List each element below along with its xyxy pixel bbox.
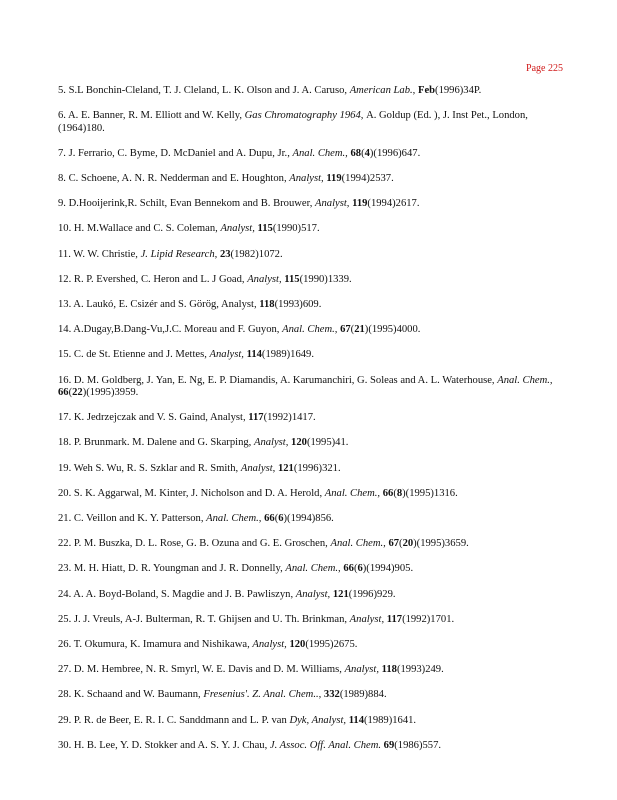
- reference-item-r12: [58, 274, 563, 286]
- reference-text: 22. P. M. Buszka, D. L. Rose, G. B. Ozuna and G. E. Groschen,: [58, 538, 331, 550]
- reference-text: 7. J. Ferrario, C. Byme, D. McDaniel and A. Dupu, Jr.,: [58, 147, 293, 159]
- volume-number: 20: [402, 538, 414, 550]
- reference-text: 6. A. E. Banner, R. M. Elliott and W. Kelly,: [58, 110, 245, 122]
- reference-text: (1992)1701.: [402, 613, 455, 625]
- reference-item-r6: [58, 110, 563, 135]
- reference-text: (1994)2617.: [367, 198, 420, 210]
- reference-item-r25: [58, 614, 563, 626]
- reference-text: )(1995)3659.: [413, 538, 469, 550]
- reference-item-r18: [58, 437, 563, 449]
- reference-text: (: [399, 538, 403, 550]
- page-number: Page 225: [526, 63, 563, 74]
- journal-title: Analyst,: [295, 588, 333, 600]
- reference-item-r22: [58, 538, 563, 550]
- volume-number: 121: [277, 462, 294, 474]
- reference-text: 26. T. Okumura, K. Imamura and Nishikawa,: [58, 639, 253, 651]
- reference-item-r28: [58, 689, 563, 701]
- reference-spacer: [58, 500, 563, 513]
- reference-text: (: [350, 324, 355, 336]
- volume-number: 66: [264, 513, 275, 525]
- reference-text: (: [361, 147, 365, 159]
- reference-spacer: [58, 727, 563, 740]
- journal-title: Analyst,: [349, 613, 387, 625]
- journal-title: American Lab.,: [349, 85, 418, 96]
- journal-title: Anal. Chem.,: [330, 538, 389, 550]
- reference-item-r13: [58, 299, 563, 311]
- volume-number: 120: [289, 639, 306, 651]
- reference-text: (1996)321.: [293, 462, 341, 474]
- reference-text: 21. C. Veillon and K. Y. Patterson,: [58, 513, 207, 525]
- reference-item-r9: [58, 198, 563, 210]
- volume-number: 119: [326, 173, 342, 185]
- reference-text: (1995)41.: [306, 437, 349, 449]
- volume-number: 6: [357, 563, 363, 575]
- reference-text: (1994)2537.: [341, 173, 394, 185]
- reference-text: 27. D. M. Hembree, N. R. Smyrl, W. E. Davis and D. M. Williams,: [58, 664, 345, 676]
- volume-number: 114: [246, 349, 262, 361]
- reference-spacer: [58, 576, 563, 589]
- reference-text: 10. H. M.Wallace and C. S. Coleman,: [58, 223, 221, 235]
- reference-text: 20. S. K. Aggarwal, M. Kinter, J. Nicholson and D. A. Herold,: [58, 487, 325, 499]
- reference-text: 9. D.Hooijerink,R. Schilt, Evan Bennekom and B. Brouwer,: [58, 198, 316, 210]
- volume-number: 67: [340, 324, 351, 336]
- reference-text: 30. H. B. Lee, Y. D. Stokker and A. S. Y. J. Chau,: [58, 739, 270, 751]
- reference-text: )(1994)856.: [283, 513, 334, 525]
- reference-text: 19. Weh S. Wu, R. S. Szklar and R. Smith,: [58, 462, 241, 474]
- reference-text: 11. W. W. Christie,: [58, 248, 141, 260]
- volume-number: 120: [291, 437, 307, 449]
- reference-text: (1990)517.: [272, 223, 320, 235]
- reference-item-r21: [58, 513, 563, 525]
- journal-title: Anal. Chem.,: [292, 147, 351, 159]
- reference-text: (1989)884.: [339, 689, 387, 701]
- reference-item-r7: [58, 148, 563, 160]
- volume-number: Feb: [417, 85, 436, 96]
- reference-text: )(1995)1316.: [402, 487, 458, 499]
- reference-text: (1982)1072.: [230, 248, 283, 260]
- journal-title: Fresenius'. Z. Anal. Chem..,: [203, 689, 324, 701]
- reference-item-r15: [58, 349, 563, 361]
- reference-text: (: [353, 563, 358, 575]
- reference-text: 15. C. de St. Etienne and J. Mettes,: [58, 349, 210, 361]
- reference-spacer: [58, 135, 563, 148]
- volume-number: 22: [72, 387, 83, 399]
- volume-number: 6: [278, 513, 284, 525]
- reference-spacer: [58, 475, 563, 488]
- reference-spacer: [58, 362, 563, 375]
- journal-title: Analyst,: [289, 173, 327, 185]
- reference-text: (: [68, 387, 73, 399]
- reference-text: 29. P. R. de Beer, E. R. I. C. Sanddmann and L. P. van: [58, 714, 290, 726]
- reference-spacer: [58, 601, 563, 614]
- reference-text: (1989)1649.: [261, 349, 315, 361]
- reference-spacer: [58, 236, 563, 249]
- volume-number: 23: [219, 248, 231, 260]
- reference-text: (1993)249.: [396, 664, 444, 676]
- reference-item-r10: [58, 223, 563, 235]
- volume-number: 66: [343, 563, 354, 575]
- reference-spacer: [58, 677, 563, 690]
- reference-text: 25. J. J. Vreuls, A-J. Bulterman, R. T. Ghijsen and U. Th. Brinkman,: [58, 613, 350, 625]
- reference-text: 16. D. M. Goldberg, J. Yan, E. Ng, E. P. Diamandis, A. Karumanchiri, G. Soleas and A. L. Waterhouse,: [58, 374, 498, 386]
- journal-title: Anal. Chem.,: [206, 513, 265, 525]
- reference-item-r26: [58, 639, 563, 651]
- reference-text: 8. C. Schoene, A. N. R. Nedderman and E. Houghton,: [58, 173, 290, 185]
- reference-text: 5. S.L Bonchin-Cleland, T. J. Cleland, L. K. Olson and J. A. Caruso,: [58, 85, 350, 96]
- volume-number: 68: [350, 147, 362, 159]
- reference-spacer: [58, 97, 563, 110]
- reference-spacer: [58, 337, 563, 350]
- reference-spacer: [58, 261, 563, 274]
- journal-title: Analyst,: [247, 273, 285, 285]
- reference-spacer: [58, 702, 563, 715]
- volume-number: 66: [58, 387, 69, 399]
- reference-item-r11: [58, 249, 563, 261]
- journal-title: Analyst,: [344, 664, 382, 676]
- volume-number: 117: [386, 613, 403, 625]
- volume-number: 117: [248, 412, 264, 424]
- reference-spacer: [58, 551, 563, 564]
- reference-list: [58, 85, 563, 752]
- reference-item-r19: [58, 463, 563, 475]
- journal-title: Analyst,: [209, 349, 247, 361]
- volume-number: 118: [259, 299, 275, 311]
- journal-title: J. Lipid Research,: [140, 248, 220, 260]
- volume-number: 118: [381, 664, 397, 676]
- volume-number: 67: [388, 538, 400, 550]
- volume-number: 114: [348, 714, 364, 726]
- journal-title: Anal. Chem.,: [324, 487, 383, 499]
- journal-title: Analyst,: [240, 462, 278, 474]
- journal-title: Analyst,: [253, 437, 292, 449]
- journal-title: Anal. Chem.,: [497, 374, 553, 386]
- volume-number: 21: [354, 324, 365, 336]
- reference-spacer: [58, 425, 563, 438]
- volume-number: 115: [257, 223, 273, 235]
- volume-number: 119: [352, 198, 368, 210]
- reference-text: )(1995)3959.: [82, 387, 139, 399]
- journal-title: Analyst,: [220, 223, 258, 235]
- reference-text: (1990)1339.: [299, 273, 352, 285]
- reference-spacer: [58, 399, 563, 412]
- reference-spacer: [58, 185, 563, 198]
- volume-number: 4: [364, 147, 370, 159]
- reference-text: (: [393, 487, 397, 499]
- reference-text: 14. A.Dugay,B.Dang-Vu,J.C. Moreau and F. Guyon,: [58, 324, 283, 336]
- reference-item-r8: [58, 173, 563, 185]
- reference-text: (1996)34P.: [435, 85, 482, 96]
- volume-number: 69: [383, 739, 395, 751]
- reference-text: 13. A. Laukó, E. Csizér and S. Görög, Analyst,: [58, 299, 260, 311]
- reference-text: )(1996)647.: [369, 147, 421, 159]
- reference-spacer: [58, 525, 563, 538]
- reference-text: A. Goldup (Ed. ), J. Inst Pet., London, (1964)180.: [58, 110, 528, 134]
- reference-spacer: [58, 626, 563, 639]
- volume-number: 332: [323, 689, 340, 701]
- reference-item-r5: [58, 85, 563, 97]
- reference-item-r27: [58, 664, 563, 676]
- volume-number: 66: [382, 487, 394, 499]
- reference-spacer: [58, 651, 563, 664]
- volume-number: 8: [396, 487, 403, 499]
- reference-item-r14: [58, 324, 563, 336]
- reference-text: (1993)609.: [274, 299, 322, 311]
- reference-item-r30: [58, 740, 563, 752]
- reference-text: )(1994)905.: [362, 563, 414, 575]
- reference-item-r29: [58, 715, 563, 727]
- journal-title: Anal. Chem.,: [285, 563, 344, 575]
- journal-title: Gas Chromatography 1964,: [244, 110, 367, 122]
- reference-text: (1992)1417.: [263, 412, 316, 424]
- reference-item-r17: [58, 412, 563, 424]
- reference-spacer: [58, 450, 563, 463]
- reference-spacer: [58, 211, 563, 224]
- journal-title: J. Assoc. Off. Anal. Chem.: [269, 739, 384, 751]
- journal-title: Dyk, Analyst,: [289, 714, 349, 726]
- reference-text: (1989)1641.: [364, 714, 417, 726]
- reference-item-r16: [58, 375, 563, 400]
- reference-text: 12. R. P. Evershed, C. Heron and L. J Goad,: [58, 273, 248, 285]
- reference-text: 24. A. A. Boyd-Boland, S. Magdie and J. B. Pawliszyn,: [58, 588, 296, 600]
- reference-text: 17. K. Jedrzejczak and V. S. Gaind, Analyst,: [58, 412, 249, 424]
- reference-text: (1996)929.: [348, 588, 396, 600]
- volume-number: 121: [332, 588, 349, 600]
- reference-item-r24: [58, 589, 563, 601]
- reference-text: 28. K. Schaand and W. Baumann,: [58, 689, 204, 701]
- reference-text: (1986)557.: [394, 739, 442, 751]
- journal-title: Anal. Chem.,: [282, 324, 341, 336]
- volume-number: 115: [284, 273, 300, 285]
- reference-item-r20: [58, 488, 563, 500]
- reference-text: 23. M. H. Hiatt, D. R. Youngman and J. R. Donnelly,: [58, 563, 286, 575]
- reference-text: (: [274, 513, 279, 525]
- reference-spacer: [58, 311, 563, 324]
- reference-text: (1995)2675.: [305, 639, 358, 651]
- reference-spacer: [58, 160, 563, 173]
- reference-spacer: [58, 286, 563, 299]
- reference-text: 18. P. Brunmark. M. Dalene and G. Skarping,: [58, 437, 254, 449]
- reference-item-r23: [58, 563, 563, 575]
- reference-text: )(1995)4000.: [364, 324, 421, 336]
- journal-title: Analyst,: [252, 639, 290, 651]
- journal-title: Analyst,: [315, 198, 353, 210]
